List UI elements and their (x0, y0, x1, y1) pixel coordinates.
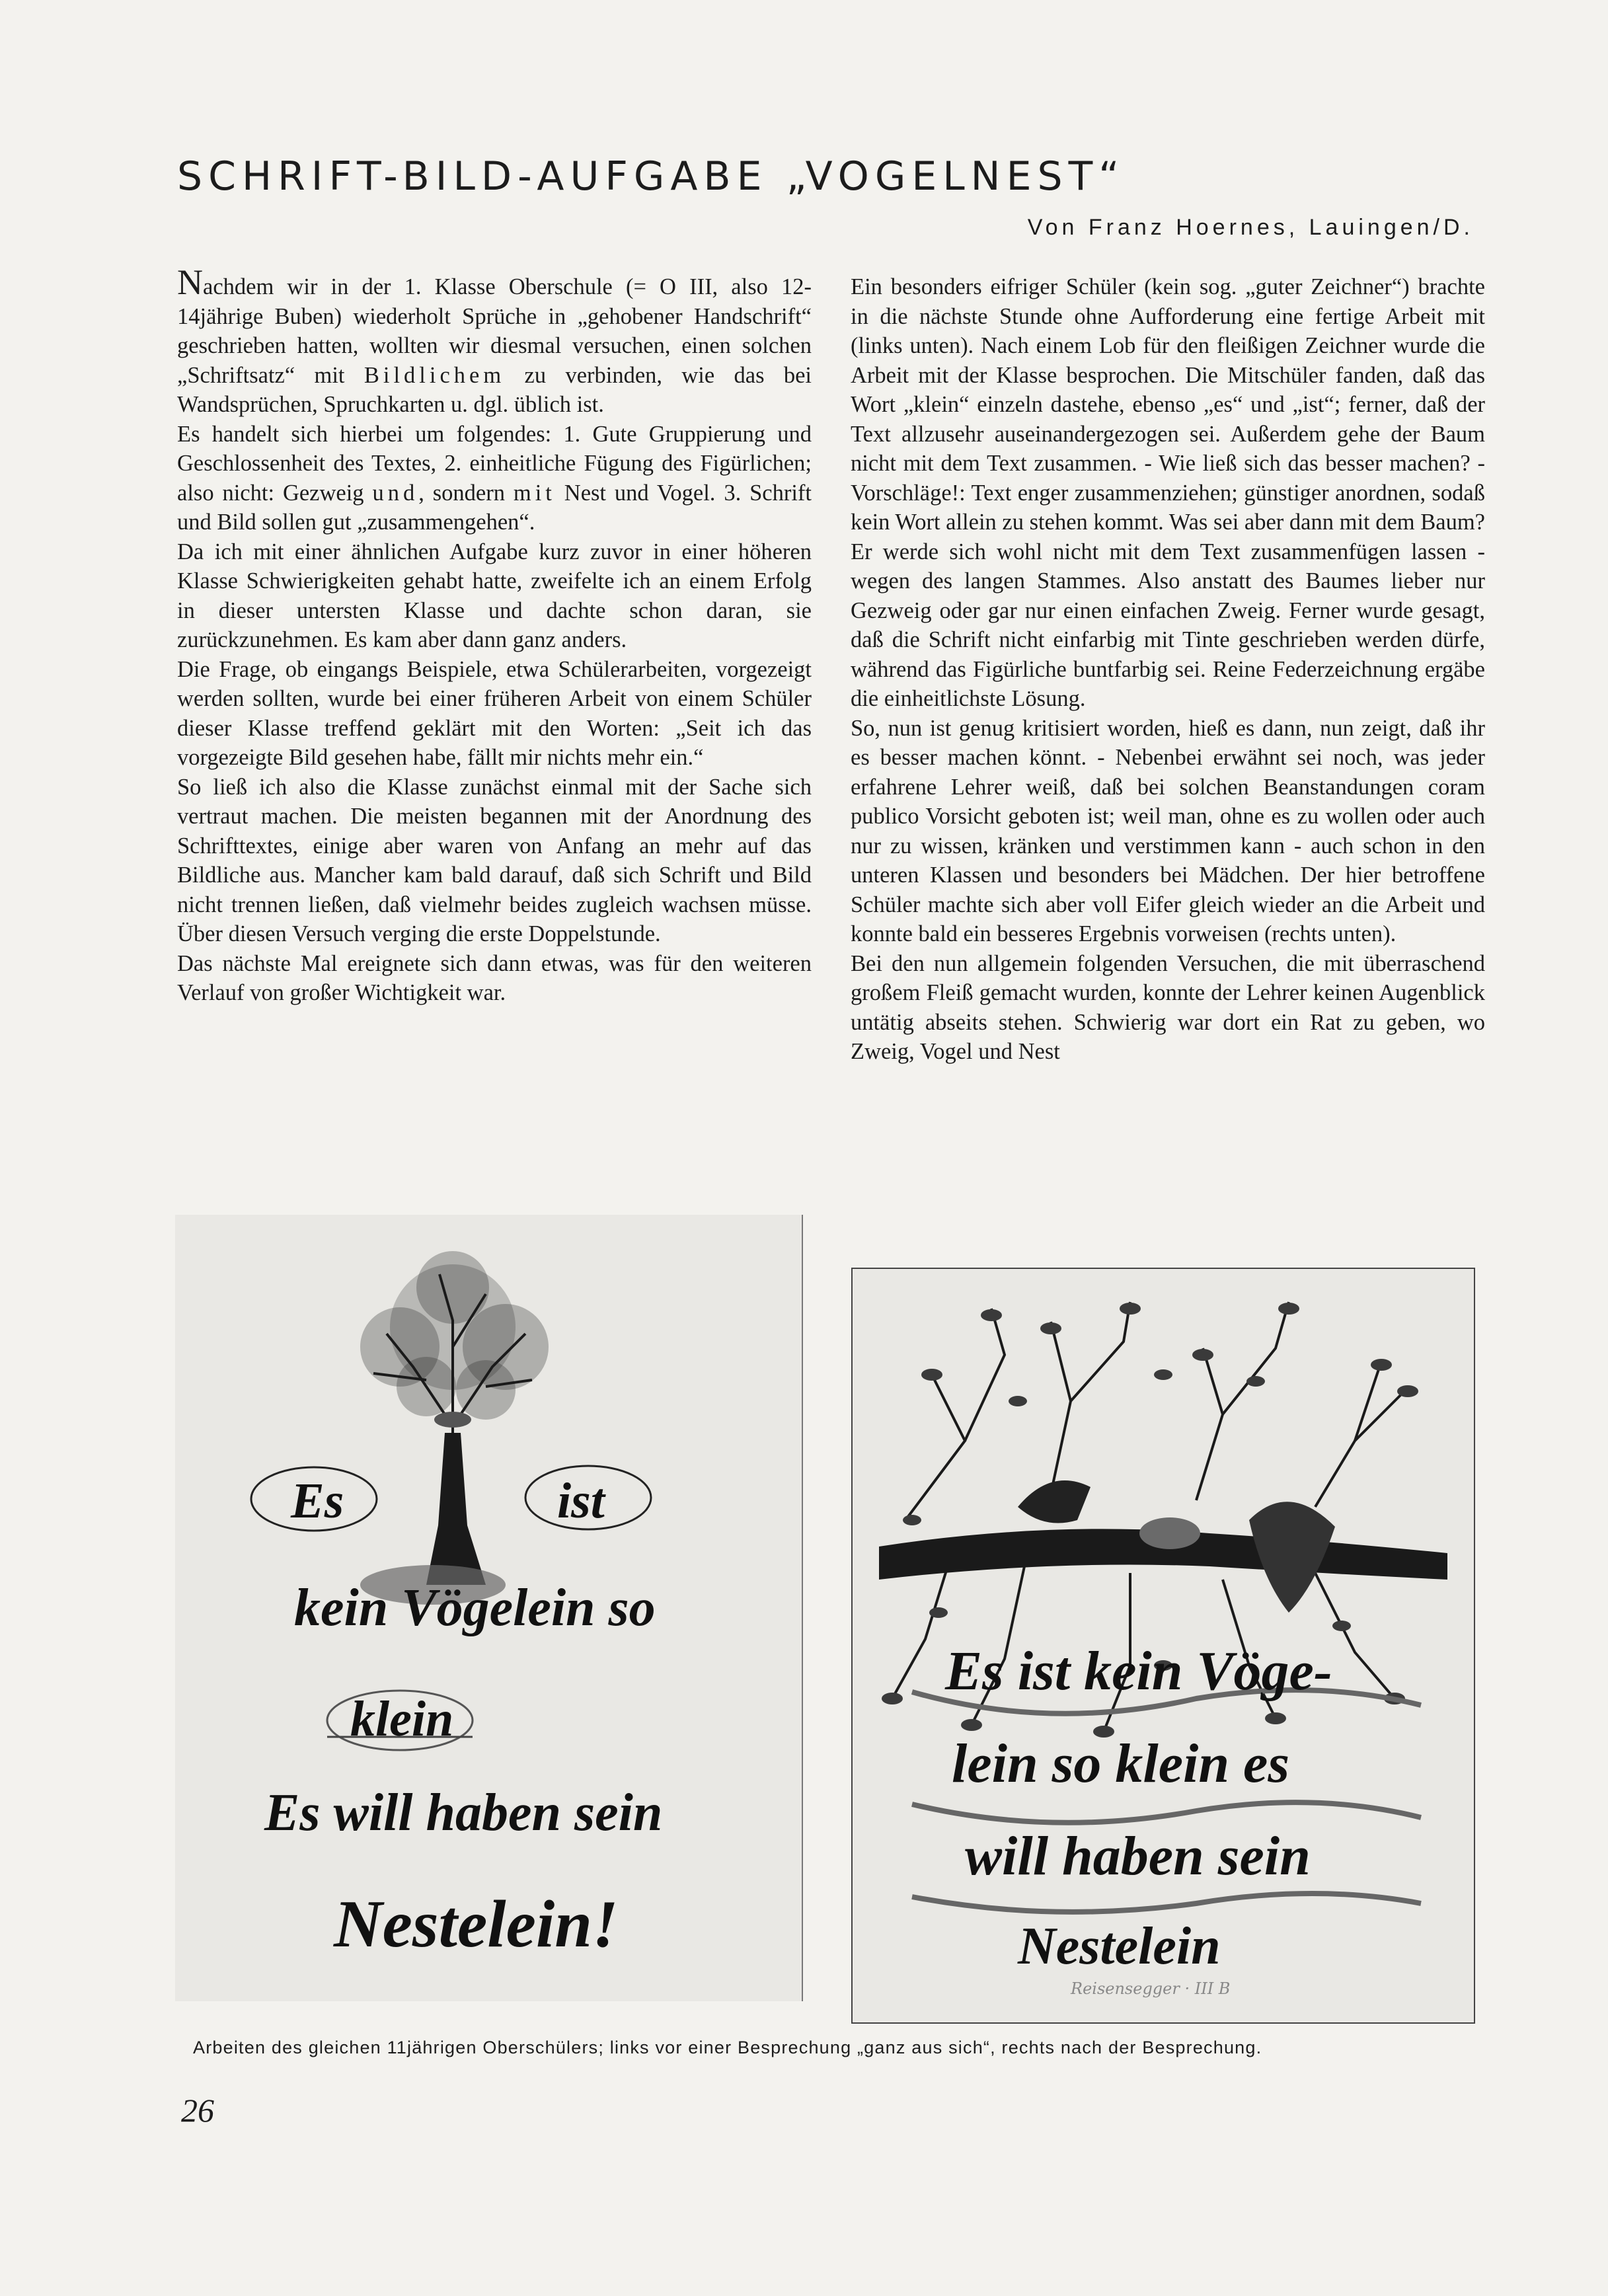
spaced-word: mit (513, 480, 556, 506)
paragraph-text: zu verbinden, wie das bei Wandsprüchen, Spruchkarten u. dgl. üblich ist. (177, 362, 812, 417)
paragraph: Das nächste Mal ereignete sich dann etwas, was für den weiteren Verlauf von großer Wichtigkeit war. (177, 950, 812, 1005)
paragraph-text: Es handelt sich hierbei um folgendes: 1. Gute Gruppierung und Geschlossenheit des Textes, 2. einheitliche Fügung des Figürlichen; also nicht: Gezweig (177, 421, 812, 506)
paragraph: Da ich mit einer ähnlichen Aufgabe kurz zuvor in einer höheren Klasse Schwierigkeiten gehabt hatte, zweifelte ich an einem Erfolg in dieser untersten Klasse und dachte schon daran, sie zurückzunehmen. Es kam aber dann ganz anders. (177, 539, 812, 652)
paragraph-text: Nest und Vogel. 3. Schrift und Bild sollen gut „zusammengehen“. (177, 480, 812, 535)
paragraph (177, 420, 812, 537)
figure-caption: Arbeiten des gleichen 11jährigen Oberschülers; links vor einer Besprechung „ganz aus sich“, rechts nach der Besprechung. (193, 2038, 1262, 2057)
paragraph: So ließ ich also die Klasse zunächst einmal mit der Sache sich vertraut machen. Die meisten begannen mit der Anordnung des Schrifttextes, einige aber waren von Anfang an mehr auf das Bildliche aus. Mancher kam bald darauf, daß sich Schrift und Bild nicht trennen ließen, daß vielmehr beides zugleich wachsen müsse. Über diesen Versuch verging die erste Doppelstunde. (177, 774, 812, 946)
artwork-line: klein (350, 1691, 454, 1747)
artwork-line: Es (291, 1473, 344, 1529)
student-artwork-right (851, 1268, 1475, 2024)
artwork-line: Es ist kein Vöge- (945, 1640, 1332, 1702)
artwork-line: Nestelein! (334, 1887, 619, 1962)
artwork-line: Es will haben sein (264, 1784, 663, 1842)
artwork-line: kein Vögelein so (294, 1579, 656, 1637)
author-byline: Von Franz Hoernes, Lauingen/D. (1027, 215, 1474, 240)
paragraph: Ein besonders eifriger Schüler (kein sog. „guter Zeichner“) brachte in die nächste Stunde ohne Aufforderung eine fertige Arbeit mit (links unten). Nach einem Lob für den fleißigen Zeichner wurde die Arbeit mit der Klasse besprochen. Die Mitschüler fanden, daß das Wort „klein“ einzeln dastehe, ebenso „es“ und „ist“; ferner, daß der Text allzusehr auseinandergezogen sei. Außerdem gehe der Baum nicht mit dem Text zusammen. - Wie ließ sich das besser machen? - Vorschläge!: Text enger zusammenziehen; günstiger anordnen, sodaß kein Wort allein zu stehen kommt. Was sei aber dann mit dem Baum? Er werde sich wohl nicht mit dem Text zusammenfügen lassen - wegen des langen Stammes. Also anstatt des Baumes lieber nur Gezweig oder gar nur einen einfachen Zweig. Ferner wurde gesagt, daß die Schrift nicht einfarbig mit Tinte geschrieben werden dürfe, während das Figürliche buntfarbig sei. Reine Federzeichnung ergäbe die einheitlichste Lösung. (851, 274, 1485, 711)
spaced-word: und (372, 480, 419, 506)
paragraph: Bei den nun allgemein folgenden Versuchen, die mit überraschend großem Fleiß gemacht wurden, konnte der Lehrer keinen Augenblick untätig abseits stehen. Schwierig war dort ein Rat zu geben, wo Zweig, Vogel und Nest (851, 950, 1485, 1064)
article-title: SCHRIFT-BILD-AUFGABE „VOGELNEST“ (177, 153, 1126, 200)
student-artwork-left (175, 1215, 803, 2001)
page-number: 26 (181, 2092, 214, 2129)
paragraph (177, 262, 812, 420)
paragraph-text: , sondern (418, 480, 514, 506)
artwork-line: Nestelein (1018, 1917, 1221, 1975)
paragraph-text: achdem wir in der 1. Klasse Oberschule (= O III, also 12-14jährige Buben) wiederholt Sprüche in „gehobener Handschrift“ geschrieben hatten, wollten wir diesmal versuchen, einen solchen „Schriftsatz“ mit (177, 274, 812, 388)
right-text-column (851, 272, 1485, 1067)
artwork-line: ist (557, 1473, 605, 1529)
paragraph: Die Frage, ob eingangs Beispiele, etwa Schülerarbeiten, vorgezeigt werden sollten, wurde bei einer früheren Arbeit von einem Schüler dieser Klasse treffend geklärt mit den Worten: „Seit ich das vorgezeigte Bild gesehen habe, fällt mir nichts mehr ein.“ (177, 656, 812, 770)
initial-letter: N (177, 262, 203, 302)
paragraph: So, nun ist genug kritisiert worden, hieß es dann, nun zeigt, daß ihr es besser machen könnt. - Nebenbei erwähnt sei noch, was jeder erfahrene Lehrer weiß, daß bei solchen Beanstandungen coram publico Vorsicht geboten ist; weil man, ohne es zu wollen oder auch nur zu wissen, kränken und verstimmen kann - auch schon in den unteren Klassen und besonders bei Mädchen. Der hier betroffene Schüler machte sich aber voll Eifer gleich wieder an die Arbeit und konnte bald ein besseres Ergebnis vorweisen (rechts unten). (851, 715, 1485, 946)
artwork-line: lein so klein es (952, 1733, 1290, 1794)
spaced-word: Bildlichem (364, 362, 506, 388)
artist-signature: Reisensegger · III B (1071, 1979, 1231, 1998)
left-text-column (177, 262, 812, 1008)
artwork-line: will haben sein (965, 1825, 1311, 1887)
